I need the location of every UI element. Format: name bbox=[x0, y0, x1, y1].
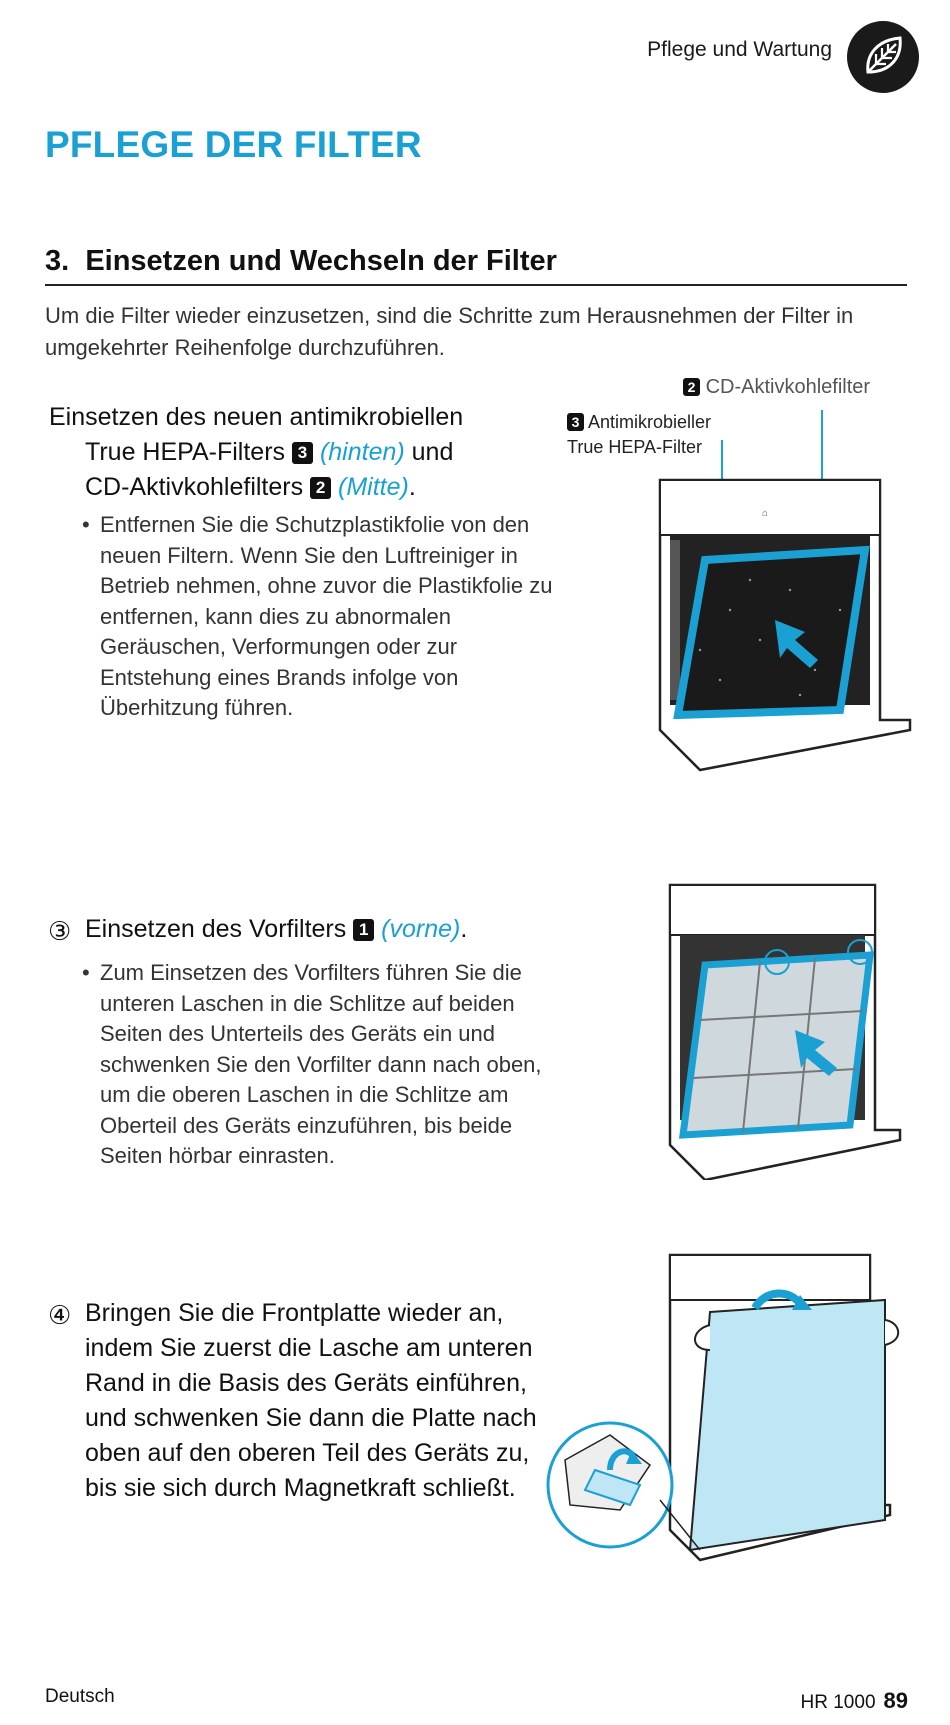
header-section-label: Pflege und Wartung bbox=[647, 38, 832, 61]
intro-paragraph: Um die Filter wieder einzusetzen, sind die Schritte zum Herausnehmen der Filter in umgekehrter Reihenfolge durchzuführen. bbox=[45, 303, 854, 360]
illustration-insert-hepa-cd-filter bbox=[640, 410, 920, 780]
page-number: 89 bbox=[883, 1688, 908, 1713]
illustration-attach-front-panel bbox=[540, 1250, 920, 1570]
illustration-insert-prefilter bbox=[655, 880, 915, 1180]
footer-model: HR 1000 bbox=[800, 1692, 876, 1713]
filter-badge-2: 2 bbox=[310, 477, 331, 499]
filter-badge-1: 1 bbox=[353, 919, 374, 941]
step2-heading bbox=[49, 400, 569, 505]
step4-marker: ④ bbox=[48, 1300, 72, 1330]
callout-cd-filter: 2 CD-Aktivkohlefilter bbox=[683, 375, 870, 400]
callout-badge-2: 2 bbox=[683, 378, 700, 396]
step2-line2: True HEPA-Filters 3 (hinten) und bbox=[85, 438, 454, 466]
callout-badge-3: 3 bbox=[567, 413, 584, 431]
footer-language: Deutsch bbox=[45, 1686, 115, 1707]
section-heading bbox=[45, 245, 557, 278]
page-title: PFLEGE DER FILTER bbox=[45, 124, 422, 165]
step3-heading: Einsetzen des Vorfilters 1 (vorne). bbox=[85, 915, 468, 943]
section-number: 3. bbox=[45, 245, 70, 277]
step3-bullet: • Zum Einsetzen des Vorfilters führen Sie die unteren Laschen in die Schlitze auf beiden Seiten des Unterteils des Geräts ein und schwenken Sie den Vorfilter dann nach oben, um die oberen Laschen in die Schlitze am Oberteil des Geräts einzuführen, bis beide Seiten hörbar einrasten. bbox=[82, 960, 542, 1168]
step2-line3: CD-Aktivkohlefilters 2 (Mitte). bbox=[85, 473, 416, 501]
step3-marker: ③ bbox=[48, 916, 72, 946]
callout-hepa-filter: 3 Antimikrobieller True HEPA-Filter bbox=[567, 412, 712, 457]
footer-page-info bbox=[801, 1688, 908, 1714]
section-divider bbox=[45, 284, 907, 286]
leaf-icon bbox=[846, 20, 920, 94]
step2-line1: Einsetzen des neuen antimikrobiellen bbox=[49, 403, 464, 431]
step4-heading: Bringen Sie die Frontplatte wieder an, indem Sie zuerst die Lasche am unteren Rand in die Basis des Geräts einführen, und schwenken Sie dann die Platte nach oben auf den oberen Teil des Geräts zu, bis sie sich durch Magnetkraft schließt. bbox=[85, 1299, 537, 1502]
svg-text:⌂: ⌂ bbox=[762, 508, 769, 519]
step2-bullet: • Entfernen Sie die Schutzplastikfolie von den neuen Filtern. Wenn Sie den Luftreiniger in Betrieb nehmen, ohne zuvor die Plastikfolie zu entfernen, kann dies zu abnormalen Geräuschen, Verformungen oder zur Entstehung eines Brands infolge von Überhitzung führen. bbox=[82, 512, 553, 720]
section-title: Einsetzen und Wechseln der Filter bbox=[85, 245, 557, 277]
filter-badge-3: 3 bbox=[292, 442, 313, 464]
